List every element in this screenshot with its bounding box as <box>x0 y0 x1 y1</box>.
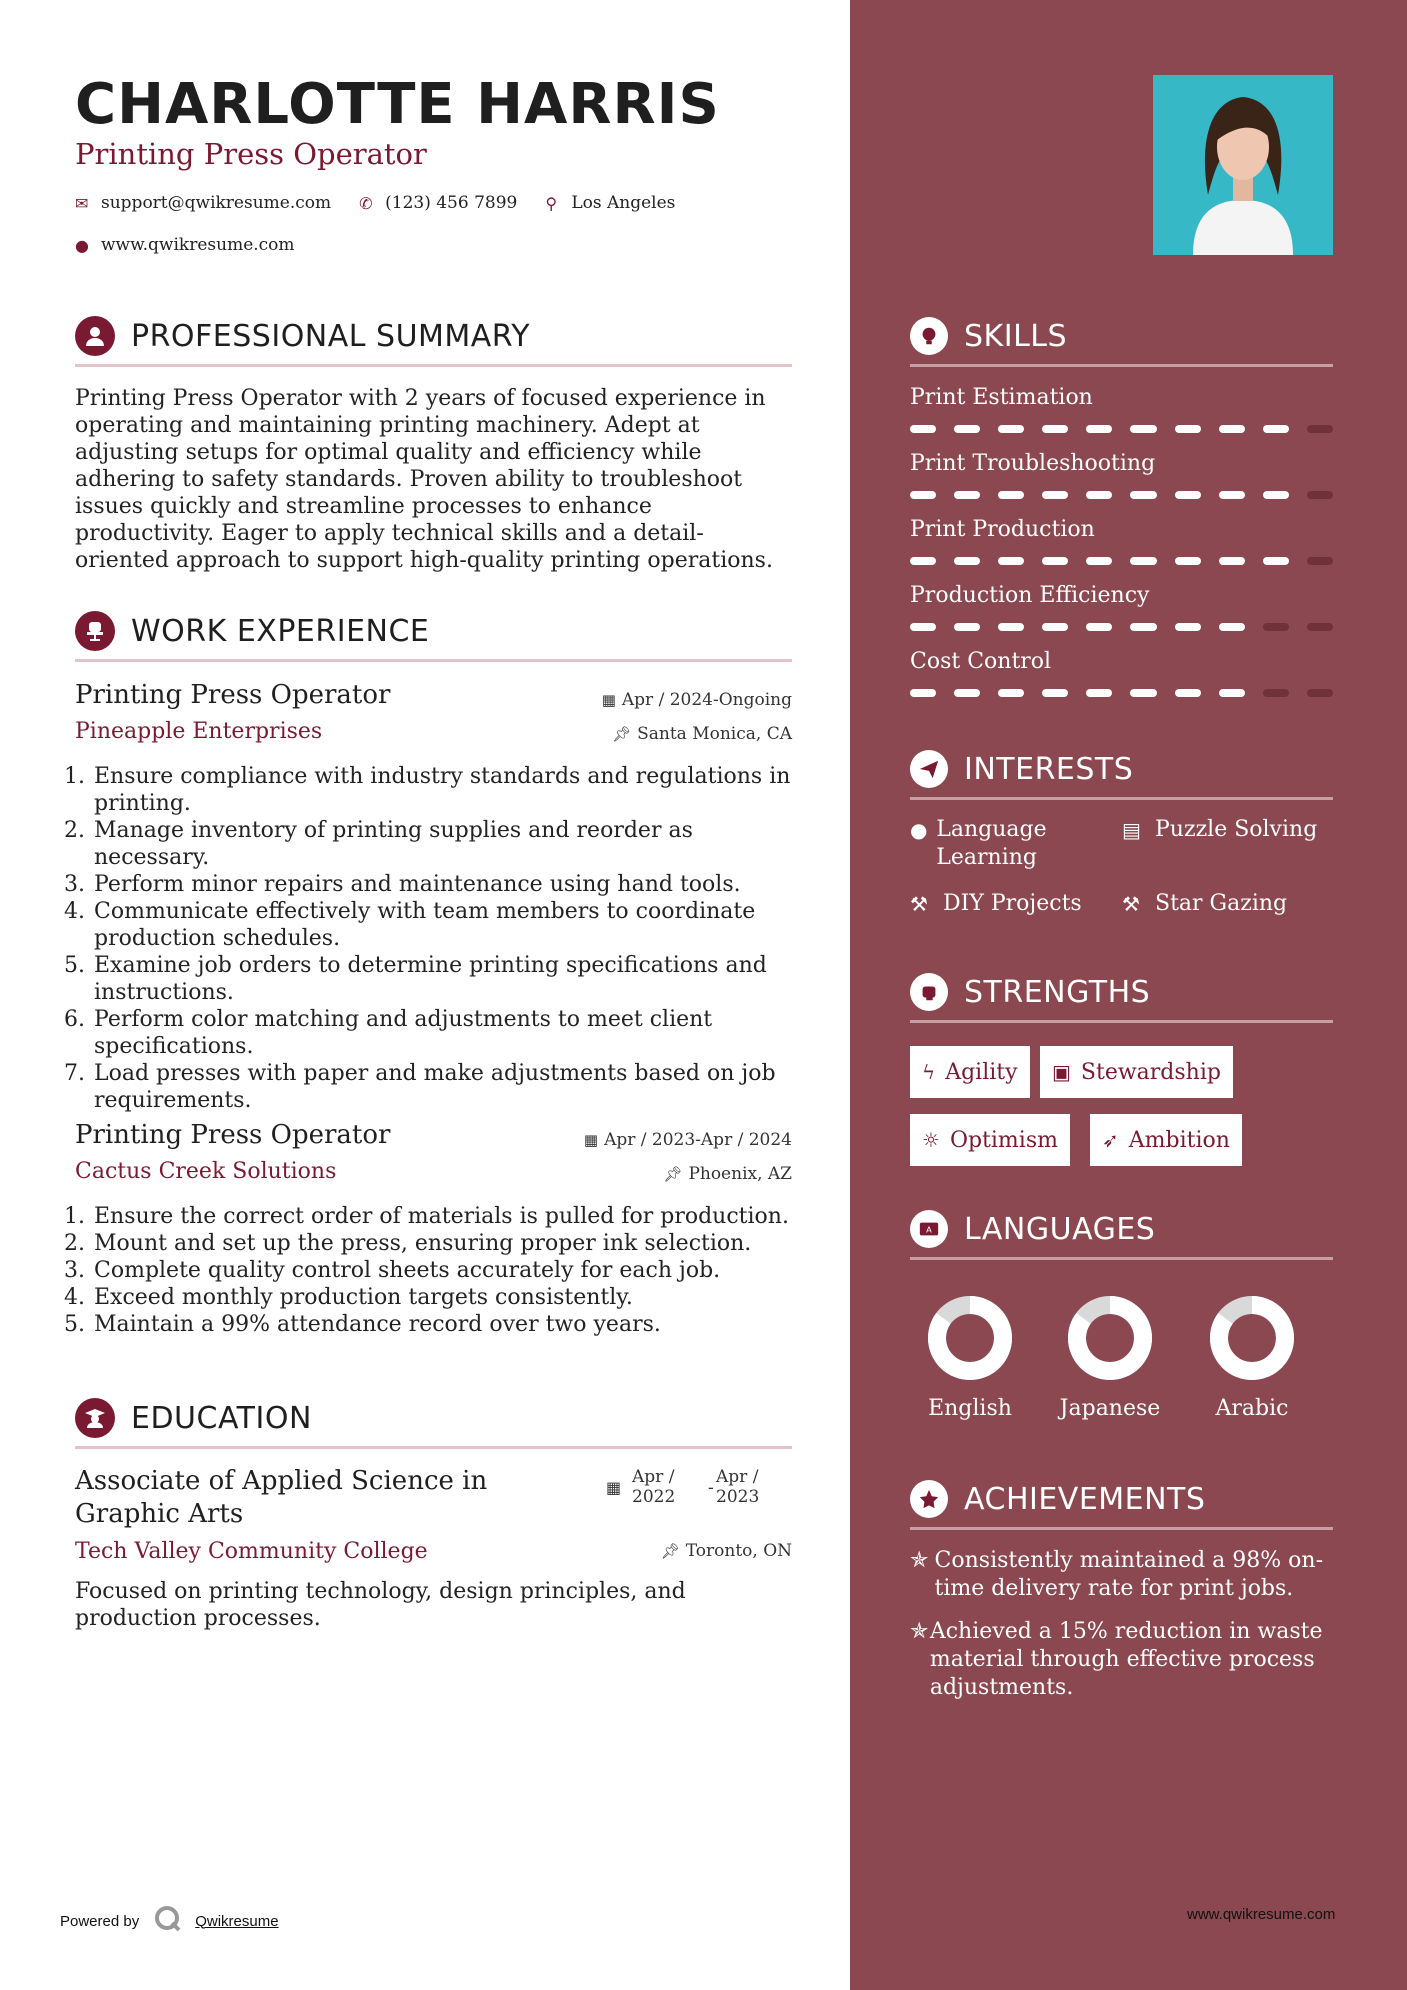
svg-text:A: A <box>926 1224 932 1235</box>
job-company: Pineapple Enterprises <box>75 719 323 744</box>
profile-photo <box>1153 75 1333 255</box>
skill-name: Production Efficiency <box>910 583 1150 608</box>
edu-location: 📌︎ Toronto, ON <box>660 1541 792 1561</box>
skill-dash <box>1130 557 1156 565</box>
star-icon: ✯ <box>910 1548 929 1573</box>
skill-level-bar <box>910 623 1333 631</box>
duty-item: 2. Manage inventory of printing supplies and reorder as necessary. <box>92 817 792 871</box>
graduate-icon <box>75 1398 115 1438</box>
phone-text: (123) 456 7899 <box>385 193 518 213</box>
skill-dash <box>1130 491 1156 499</box>
language-label: Arabic <box>1215 1396 1289 1421</box>
duty-item: 4. Communicate effectively with team members to coordinate production schedules. <box>92 898 792 952</box>
skill-dash <box>1042 623 1068 631</box>
interest-item: ● Language Learning <box>910 817 1047 870</box>
duty-item: 4. Exceed monthly production targets consistently. <box>92 1284 792 1311</box>
skill-dash <box>1042 425 1068 433</box>
skill-name: Print Estimation <box>910 385 1093 410</box>
skill-dash <box>1086 689 1112 697</box>
strengths-title: STRENGTHS <box>964 974 1151 1010</box>
skill-level-bar <box>910 491 1333 499</box>
briefcase-icon: ▣ <box>1052 1060 1071 1084</box>
hammer-icon: ⚒ <box>1122 892 1140 916</box>
summary-text: Printing Press Operator with 2 years of focused experience in operating and maintaining printing machinery. Adept at adjusting setups for optimal quality and efficiency while adhering to safety standards. Proven ability to troubleshoot issues quickly and streamline processes to enhance productivity. Eager to apply technical skills and a detail-oriented approach to support high-quality printing operations. <box>75 386 773 573</box>
job-duties-list <box>92 763 792 1114</box>
skill-dash <box>1219 557 1245 565</box>
job-location: 📌︎ Santa Monica, CA <box>612 724 792 744</box>
skill-dash <box>1307 689 1333 697</box>
skill-dash <box>910 425 936 433</box>
skill-dash <box>910 689 936 697</box>
education-heading <box>75 1398 312 1438</box>
skill-dash <box>954 557 980 565</box>
achievements-divider <box>910 1527 1333 1530</box>
map-pin-icon: ⚲ <box>545 193 558 213</box>
interests-divider <box>910 797 1333 800</box>
email-link[interactable]: support@qwikresume.com <box>101 193 332 213</box>
envelope-icon: ✉ <box>75 193 89 213</box>
skill-dash <box>910 623 936 631</box>
language-donuts <box>910 1290 1333 1390</box>
website-link[interactable]: www.qwikresume.com <box>101 235 295 255</box>
skill-dash <box>1219 689 1245 697</box>
languages-heading <box>910 1210 1155 1248</box>
strength-chip: ➶ Ambition <box>1090 1114 1242 1166</box>
lightbulb-icon <box>910 317 948 355</box>
skill-name: Cost Control <box>910 649 1052 674</box>
date-separator: - <box>708 1478 714 1498</box>
strengths-heading <box>910 973 1150 1011</box>
powered-by-label: Powered by <box>60 1912 140 1930</box>
skill-dash <box>1307 425 1333 433</box>
summary-heading <box>75 316 530 356</box>
skill-dash <box>1307 491 1333 499</box>
achievements-heading <box>910 1480 1205 1518</box>
skill-dash <box>1175 557 1201 565</box>
duty-item: 5. Maintain a 99% attendance record over two years. <box>92 1311 792 1338</box>
interests-heading <box>910 750 1133 788</box>
skill-dash <box>910 491 936 499</box>
skill-level-bar <box>910 689 1333 697</box>
interest-item: ▤ Puzzle Solving <box>1122 817 1318 842</box>
qwikresume-logo-icon <box>153 1904 183 1938</box>
phone-icon: ✆ <box>359 193 373 213</box>
candidate-name: CHARLOTTE HARRIS <box>75 72 720 137</box>
pin-icon: 📌︎ <box>663 1165 683 1183</box>
skill-dash <box>954 623 980 631</box>
calendar-icon: ▦ <box>606 1478 622 1497</box>
pin-icon: 📌︎ <box>612 725 632 743</box>
skill-dash <box>1086 425 1112 433</box>
skills-divider <box>910 364 1333 367</box>
language-donut <box>1077 1305 1143 1371</box>
duty-item: 3. Complete quality control sheets accurately for each job. <box>92 1257 792 1284</box>
job-location: 📌︎ Phoenix, AZ <box>663 1164 792 1184</box>
achievement-item: ✯ Achieved a 15% reduction in waste material through effective process adjustments. <box>910 1619 1323 1700</box>
skill-dash <box>1219 491 1245 499</box>
skill-dash <box>1175 425 1201 433</box>
interest-item: ⚒ DIY Projects <box>910 891 1082 916</box>
education-title: EDUCATION <box>131 1400 312 1436</box>
skill-dash <box>1086 491 1112 499</box>
skill-dash <box>1219 425 1245 433</box>
summary-title: PROFESSIONAL SUMMARY <box>131 318 531 354</box>
skills-heading <box>910 317 1067 355</box>
interest-item: ⚒ Star Gazing <box>1122 891 1288 916</box>
languages-divider <box>910 1257 1333 1260</box>
skill-dash <box>1086 557 1112 565</box>
skill-dash <box>1130 623 1156 631</box>
language-donut <box>937 1305 1003 1371</box>
skill-dash <box>1175 491 1201 499</box>
skills-title: SKILLS <box>964 318 1068 354</box>
calendar-icon: ▦ <box>583 1131 599 1149</box>
footer-website[interactable]: www.qwikresume.com <box>1187 1906 1336 1923</box>
candidate-title: Printing Press Operator <box>75 137 427 171</box>
job-duties-list <box>92 1203 792 1338</box>
paper-plane-icon <box>910 750 948 788</box>
interests-title: INTERESTS <box>964 751 1134 787</box>
strengths-divider <box>910 1020 1333 1023</box>
job-title: Printing Press Operator <box>75 1120 391 1150</box>
skill-dash <box>1042 491 1068 499</box>
achievements-title: ACHIEVEMENTS <box>964 1481 1206 1517</box>
skill-level-bar <box>910 425 1333 433</box>
skill-dash <box>1175 689 1201 697</box>
website-row <box>75 235 323 255</box>
skill-dash <box>1175 623 1201 631</box>
strength-chip: ▣ Stewardship <box>1040 1046 1233 1098</box>
sun-icon: ☼ <box>922 1128 940 1152</box>
globe-icon: ● <box>75 235 89 255</box>
wrench-icon: ⚒ <box>910 892 928 916</box>
skill-dash <box>998 557 1024 565</box>
school-name: Tech Valley Community College <box>75 1539 428 1564</box>
skill-dash <box>1307 557 1333 565</box>
duty-item: 5. Examine job orders to determine printing specifications and instructions. <box>92 952 792 1006</box>
strength-chip: ϟ Agility <box>910 1046 1030 1098</box>
skill-dash <box>1263 623 1289 631</box>
job-company: Cactus Creek Solutions <box>75 1159 337 1184</box>
rocket-icon: ➶ <box>1102 1128 1119 1152</box>
skill-dash <box>1307 623 1333 631</box>
qwikresume-link[interactable]: Qwikresume <box>195 1912 279 1930</box>
job-dates: ▦ Apr / 2024-Ongoing <box>601 690 792 710</box>
skill-dash <box>954 491 980 499</box>
duty-item: 3. Perform minor repairs and maintenance using hand tools. <box>92 871 792 898</box>
skill-dash <box>954 425 980 433</box>
language-label: English <box>928 1396 1012 1421</box>
pin-icon: 📌︎ <box>660 1542 680 1560</box>
skill-dash <box>1130 689 1156 697</box>
education-divider <box>75 1446 792 1449</box>
fist-icon <box>910 973 948 1011</box>
job-title: Printing Press Operator <box>75 680 391 710</box>
achievement-item: ✯ Consistently maintained a 98% on-time delivery rate for print jobs. <box>910 1548 1324 1601</box>
duty-item: 7. Load presses with paper and make adjustments based on job requirements. <box>92 1060 792 1114</box>
duty-item: 2. Mount and set up the press, ensuring proper ink selection. <box>92 1230 792 1257</box>
powered-by <box>60 1904 279 1938</box>
duty-item: 6. Perform color matching and adjustments to meet client specifications. <box>92 1006 792 1060</box>
duty-item: 1. Ensure compliance with industry standards and regulations in printing. <box>92 763 792 817</box>
experience-heading <box>75 611 429 651</box>
skill-dash <box>954 689 980 697</box>
strength-chip: ☼ Optimism <box>910 1114 1070 1166</box>
skill-dash <box>1042 689 1068 697</box>
skill-dash <box>998 491 1024 499</box>
skill-dash <box>998 425 1024 433</box>
skill-name: Print Troubleshooting <box>910 451 1156 476</box>
language-donut <box>1219 1305 1285 1371</box>
skill-dash <box>1130 425 1156 433</box>
skill-dash <box>1219 623 1245 631</box>
edu-end-date: Apr / 2023 <box>716 1467 760 1507</box>
duty-item: 1. Ensure the correct order of materials is pulled for production. <box>92 1203 792 1230</box>
edu-start-date: Apr / 2022 <box>632 1467 676 1507</box>
degree-title: Associate of Applied Science in Graphic Arts <box>75 1466 488 1529</box>
job-dates: ▦ Apr / 2023-Apr / 2024 <box>583 1130 792 1150</box>
skill-dash <box>998 623 1024 631</box>
chair-icon <box>75 611 115 651</box>
languages-title: LANGUAGES <box>964 1211 1156 1247</box>
skill-dash <box>1086 623 1112 631</box>
skill-dash <box>910 557 936 565</box>
skill-dash <box>1263 557 1289 565</box>
star-icon <box>910 1480 948 1518</box>
skill-dash <box>1263 425 1289 433</box>
language-label: Japanese <box>1059 1396 1161 1421</box>
skill-level-bar <box>910 557 1333 565</box>
contact-row <box>75 193 703 213</box>
experience-divider <box>75 659 792 662</box>
skill-dash <box>1263 689 1289 697</box>
user-icon <box>75 316 115 356</box>
book-icon: ▤ <box>1122 818 1141 842</box>
experience-title: WORK EXPERIENCE <box>131 613 430 649</box>
skill-dash <box>1042 557 1068 565</box>
skill-dash <box>1263 491 1289 499</box>
language-icon <box>910 1210 948 1248</box>
summary-divider <box>75 364 792 367</box>
star-icon: ✯ <box>910 1619 929 1644</box>
globe-icon: ● <box>910 818 928 842</box>
education-description: Focused on printing technology, design principles, and production processes. <box>75 1579 686 1631</box>
location-text: Los Angeles <box>571 193 676 213</box>
skill-dash <box>998 689 1024 697</box>
calendar-icon: ▦ <box>601 691 616 709</box>
bolt-icon: ϟ <box>922 1060 936 1084</box>
skill-name: Print Production <box>910 517 1095 542</box>
